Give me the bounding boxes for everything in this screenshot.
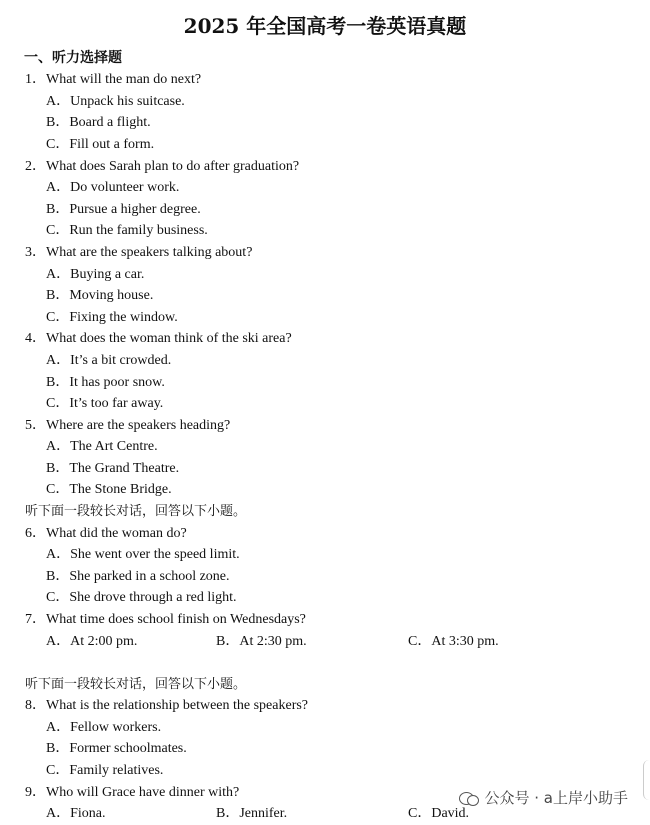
page-title: 2025 年全国高考一卷英语真题 xyxy=(183,14,467,38)
question-2: 2．What does Sarah plan to do after graduation? xyxy=(25,159,300,174)
q5-option-b: B．The Grand Theatre. xyxy=(46,461,180,476)
q9-option-c: C．David. xyxy=(408,806,470,821)
q1-option-a: A．Unpack his suitcase. xyxy=(46,94,185,109)
scroll-edge xyxy=(643,760,650,800)
q8-option-c: C．Family relatives. xyxy=(46,763,164,778)
q2-option-b: B．Pursue a higher degree. xyxy=(46,202,201,217)
question-1: 1．What will the man do next? xyxy=(25,72,202,87)
q7-option-c: C．At 3:30 pm. xyxy=(408,634,499,649)
q5-option-c: C．The Stone Bridge. xyxy=(46,482,172,497)
question-4: 4．What does the woman think of the ski area? xyxy=(25,331,292,346)
question-6: 6．What did the woman do? xyxy=(25,526,187,541)
question-3: 3．What are the speakers talking about? xyxy=(25,245,253,260)
q2-option-c: C．Run the family business. xyxy=(46,223,208,238)
instruction-2: 听下面一段较长对话，回答以下小题。 xyxy=(25,677,247,692)
watermark-text: 公众号 · a上岸小助手 xyxy=(484,789,628,807)
q8-option-a: A．Fellow workers. xyxy=(46,720,162,735)
q4-option-c: C．It’s too far away. xyxy=(46,396,164,411)
q9-option-a: A．Fiona. xyxy=(46,806,106,821)
q6-option-a: A．She went over the speed limit. xyxy=(46,547,240,562)
instruction-1: 听下面一段较长对话，回答以下小题。 xyxy=(25,504,247,519)
section-heading: 一、听力选择题 xyxy=(24,50,122,66)
q7-option-b: B．At 2:30 pm. xyxy=(216,634,307,649)
q6-option-b: B．She parked in a school zone. xyxy=(46,569,230,584)
question-5: 5．Where are the speakers heading? xyxy=(25,418,231,433)
question-7: 7．What time does school finish on Wednesdays? xyxy=(25,612,306,627)
q3-option-b: B．Moving house. xyxy=(46,288,154,303)
q5-option-a: A．The Art Centre. xyxy=(46,439,158,454)
q1-option-b: B．Board a flight. xyxy=(46,115,151,130)
q8-option-b: B．Former schoolmates. xyxy=(46,741,187,756)
wechat-icon xyxy=(459,790,479,806)
q3-option-c: C．Fixing the window. xyxy=(46,310,178,325)
q6-option-c: C．She drove through a red light. xyxy=(46,590,237,605)
q4-option-a: A．It’s a bit crowded. xyxy=(46,353,172,368)
watermark xyxy=(459,787,629,808)
q7-option-a: A．At 2:00 pm. xyxy=(46,634,138,649)
q1-option-c: C．Fill out a form. xyxy=(46,137,155,152)
q3-option-a: A．Buying a car. xyxy=(46,267,145,282)
q4-option-b: B．It has poor snow. xyxy=(46,375,165,390)
question-8: 8．What is the relationship between the speakers? xyxy=(25,698,309,713)
q9-option-b: B．Jennifer. xyxy=(216,806,288,821)
question-9: 9．Who will Grace have dinner with? xyxy=(25,785,240,800)
q2-option-a: A．Do volunteer work. xyxy=(46,180,180,195)
